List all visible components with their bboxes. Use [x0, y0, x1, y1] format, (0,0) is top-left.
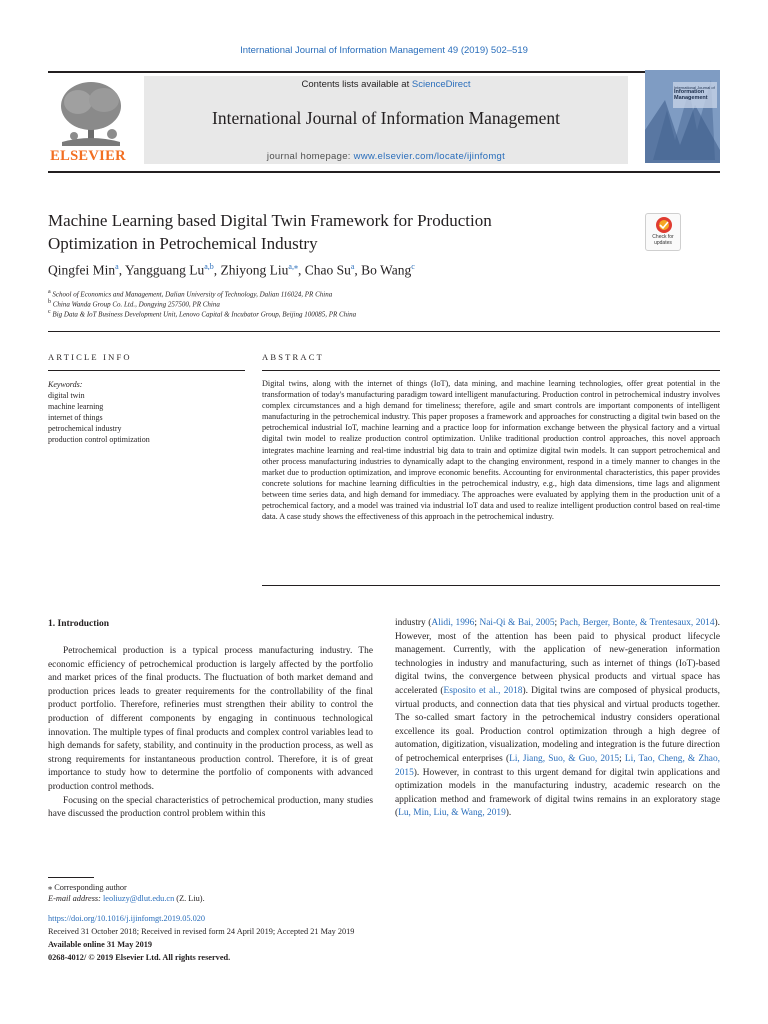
- author-separator: ,: [118, 262, 125, 278]
- affiliation-rule: [48, 331, 720, 332]
- check-for-updates-label[interactable]: Check for updates: [652, 234, 674, 246]
- keywords-block: [48, 379, 248, 446]
- author-list: [48, 262, 698, 279]
- article-info-heading: ARTICLE INFO: [48, 352, 132, 362]
- journal-homepage: [144, 151, 628, 162]
- journal-title: International Journal of Information Management: [212, 108, 560, 128]
- cover-title-line1: International Journal of: [674, 85, 715, 90]
- email-note: [48, 894, 205, 903]
- body-text: ;: [619, 753, 625, 764]
- abstract-text: Digital twins, along with the internet of things (IoT), data mining, and machine learning technologies, offer great potential in the transformation of today's manufacturing paradigm toward intelligent manufacturing. Production control in petrochemical industry involves complex circumstances and a high demand for timeliness; therefore, agile and smart controls are important components of intelligent manufacturing in the petrochemical industry. This paper proposes a framework and approaches for constructing a digital twin based on the petrochemical industrial IoT, machine learning and a practice loop for information exchange between the physical factory and a virtual digital twin model to realize production control optimization. Unlike traditional production control approaches, this novel approach integrates machine learning and real-time industrial big data to train and optimize digital twin models. It can support petrochemical and other process manufacturing industries to dynamically adapt to the changing environment, respond in a timely manner to changes in the market due to production optimization, and improve economic benefits. Accounting for environmental characteristics, this paper provides concrete solutions for machine learning difficulties in the petrochemical industry, e.g., high data dimensions, time lags and alignment between time series data, and high demand for immediacy. The approaches were evaluated by applying them in the production unit of a petrochemical factory, and a model was trained via industrial IoT data and used to realize intelligent production control based on real-time data. A case study shows the effectiveness of this approach in the petrochemical industry.: [262, 379, 720, 522]
- body-text: ).: [505, 808, 512, 819]
- author-name[interactable]: Bo Wang: [361, 262, 412, 278]
- keyword: petrochemical industry: [48, 424, 122, 434]
- keyword: internet of things: [48, 413, 103, 423]
- email-label: E-mail address:: [48, 894, 103, 903]
- body-column-left: [48, 645, 373, 822]
- affiliation-c: [48, 309, 698, 318]
- cover-title-line2: Information: [674, 89, 705, 96]
- author-name[interactable]: Qingfei Min: [48, 262, 116, 278]
- sciencedirect-link[interactable]: ScienceDirect: [411, 79, 471, 90]
- publisher-name: ELSEVIER: [50, 148, 126, 164]
- doi-link[interactable]: https://doi.org/10.1016/j.ijinfomgt.2019.05.020: [48, 914, 206, 923]
- citation-link[interactable]: Esposito et al., 2018: [443, 685, 523, 696]
- citation-link[interactable]: Li, Jiang, Suo, & Guo, 2015: [509, 753, 620, 764]
- author-affiliation-marker[interactable]: a: [115, 262, 119, 271]
- body-text: ). However, most of the attention has been paid to physical product lifecycle management. Currently, with the application of new-generation information technologies in industry and manufacturing, such as internet of things (IoT)-based digital twins, the convergence between physical products and virtual space has accelerated (: [395, 618, 720, 696]
- affiliation-a: [48, 289, 698, 298]
- keyword: machine learning: [48, 402, 104, 412]
- crossmark-icon: [646, 214, 682, 236]
- cover-art-icon: [645, 70, 720, 163]
- available-online: Available online 31 May 2019: [48, 940, 153, 949]
- author-affiliation-marker[interactable]: a,⁎: [288, 262, 298, 271]
- citation-link[interactable]: Pach, Berger, Bonte, & Trentesaux, 2014: [559, 618, 715, 628]
- introduction-heading: 1. Introduction: [48, 619, 110, 629]
- author-name[interactable]: Yangguang Lu: [124, 262, 205, 278]
- author-affiliation-marker[interactable]: a,b: [204, 262, 214, 271]
- contents-prefix: Contents lists available at: [301, 79, 412, 90]
- affiliation-marker: a: [48, 289, 51, 295]
- author-separator: ,: [354, 262, 362, 278]
- abstract-bottom-rule: [262, 585, 720, 586]
- citation-link[interactable]: Nai-Qi & Bai, 2005: [479, 618, 555, 628]
- keyword: production control optimization: [48, 435, 150, 445]
- author-separator: ,: [297, 262, 305, 278]
- top-rule: [48, 71, 720, 73]
- body-paragraph: Focusing on the special characteristics of petrochemical production, many studies have discussed the production control problem within this: [48, 795, 373, 820]
- author-separator: ,: [213, 262, 221, 278]
- article-title: [48, 209, 608, 255]
- footnote-rule: [48, 877, 94, 878]
- citation-link[interactable]: Lu, Min, Liu, & Wang, 2019: [398, 808, 506, 819]
- abstract-rule: [262, 370, 720, 371]
- affiliation-marker: b: [48, 299, 51, 305]
- body-paragraph: Petrochemical production is a typical process manufacturing industry. The economic efficiency of petrochemical production is largely affected by the portfolio and market prices of the final products. The fluctuation of both market demand and production prices leads to greater requirements for the controllability of the final product portfolio. Therefore, refineries must strengthen their ability to control the production of different components by engaging in continuous technological innovation. The multiple types of final products and complex control variables lead to high demands for safety, stability, and continuity in the production process, as well as strong requirements for instantaneous production control. Therefore, it is of great importance to study how to determine the portfolio of components with advanced production control methods.: [48, 646, 373, 792]
- contents-line: [144, 79, 628, 90]
- citation-link[interactable]: Alidi, 1996: [431, 618, 475, 628]
- affiliation-text: China Wanda Group Co. Ltd., Dongying 257500, PR China: [52, 300, 220, 309]
- email-link[interactable]: leoliuzy@dlut.edu.cn: [103, 894, 175, 903]
- body-text: ;: [554, 618, 560, 628]
- citation-link[interactable]: Li, Tao, Cheng, & Zhao, 2015: [395, 753, 720, 778]
- journal-cover-image[interactable]: [645, 70, 720, 163]
- cover-title-line3: Management: [674, 94, 708, 101]
- body-text: ). However, in contrast to this urgent demand for digital twin applications and optimization models in the manufacturing industry, academic research on the application method and framework of digital twins remains in an exploratory stage (: [395, 767, 720, 819]
- body-text: ). Digital twins are composed of physical products, virtual products, and connection data that ties physical and virtual products together. The so-called smart factory in the petrochemical industry considers operational excellence its goal. Production control optimization through a high degree of automation, digitization, visualization, modeling and integration is the future direction of petrochemical enterprises (: [395, 685, 720, 764]
- body-column-right: [395, 617, 720, 821]
- keywords-label: Keywords:: [48, 380, 83, 389]
- affiliation-marker: c: [48, 309, 51, 315]
- author-affiliation-marker[interactable]: c: [411, 262, 415, 271]
- affiliation-text: Big Data & IoT Business Development Unit, Lenovo Capital & Incubator Group, Beijing 100085, PR China: [52, 310, 357, 319]
- body-text: industry (: [395, 618, 432, 628]
- author-name[interactable]: Zhiyong Liu: [220, 262, 289, 278]
- body-paragraph: [395, 617, 720, 821]
- affiliation-b: [48, 299, 698, 308]
- journal-citation[interactable]: International Journal of Information Management 49 (2019) 502–519: [240, 45, 528, 56]
- keyword: digital twin: [48, 391, 85, 401]
- corresponding-note: ⁎ Corresponding author: [48, 883, 127, 892]
- author-name[interactable]: Chao Su: [304, 262, 351, 278]
- homepage-link[interactable]: www.elsevier.com/locate/ijinfomgt: [353, 151, 506, 162]
- article-title-line2: Optimization in Petrochemical Industry: [48, 234, 318, 253]
- header-bottom-rule: [48, 171, 720, 173]
- abstract-heading: ABSTRACT: [262, 352, 324, 362]
- author-affiliation-marker[interactable]: a: [350, 262, 355, 271]
- body-text: ;: [474, 618, 480, 628]
- email-suffix: (Z. Liu).: [174, 894, 205, 903]
- affiliation-text: School of Economics and Management, Dalian University of Technology, Dalian 116024, PR China: [52, 290, 333, 299]
- homepage-label: journal homepage:: [266, 151, 354, 162]
- copyright: 0268-4012/ © 2019 Elsevier Ltd. All rights reserved.: [48, 953, 231, 962]
- article-info-rule: [48, 370, 245, 371]
- received-dates: Received 31 October 2018; Received in revised form 24 April 2019; Accepted 21 May 2019: [48, 927, 355, 936]
- article-title-line1: Machine Learning based Digital Twin Framework for Production: [48, 211, 492, 230]
- cover-title: [674, 86, 720, 102]
